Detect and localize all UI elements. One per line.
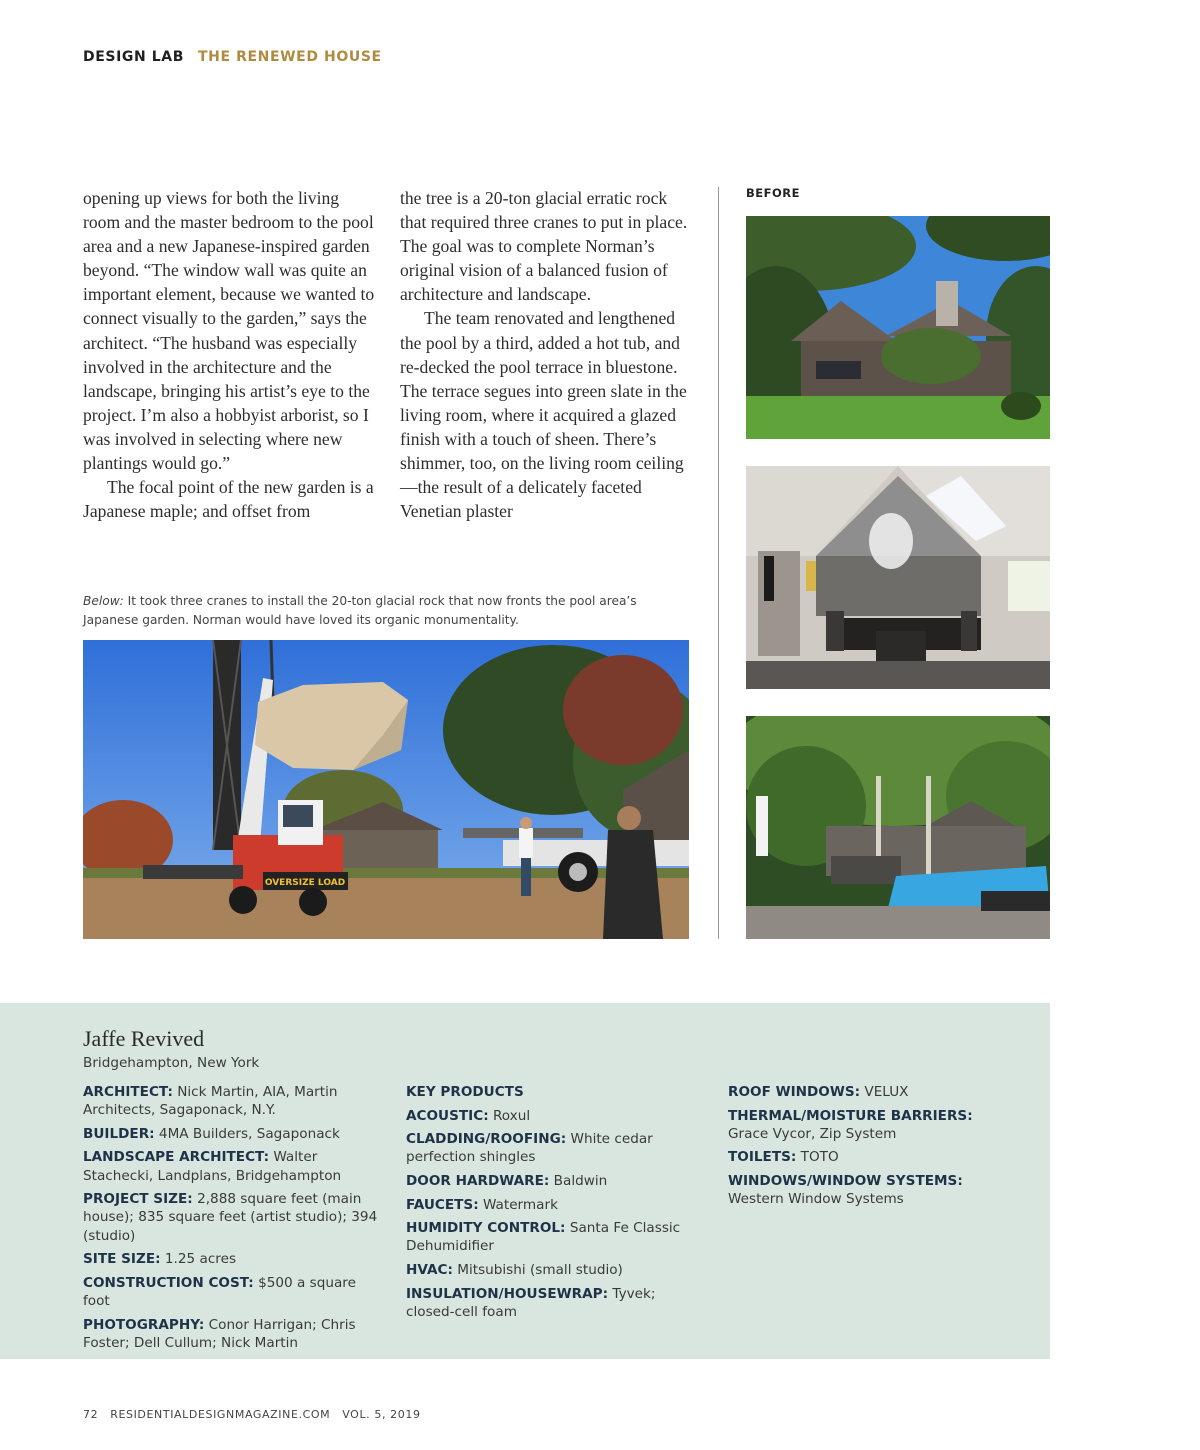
body-column-1 [83,186,375,523]
credit-label: PHOTOGRAPHY: [83,1316,205,1333]
product-entry [728,1083,1028,1101]
key-products-heading: KEY PRODUCTS [406,1084,524,1100]
product-entry [406,1261,701,1279]
product-value: White cedar perfection shingles [406,1131,653,1166]
product-label: THERMAL/MOISTURE BARRIERS: [728,1107,973,1124]
credit-entry [83,1148,383,1184]
section-title: DESIGN LAB [83,49,184,65]
project-credits-column [83,1083,383,1357]
caption-lead: Below: [83,594,124,608]
oversize-load-sign: OVERSIZE LOAD [264,878,346,888]
product-entry [406,1172,701,1190]
credit-value: Walter Stachecki, Landplans, Bridgehampton [83,1149,342,1184]
caption-text: It took three cranes to install the 20-ton glacial rock that now fronts the pool area’s Japanese garden. Norman would have loved its organic monumentality. [83,594,637,627]
key-products-column-continued [728,1083,1028,1214]
project-title: Jaffe Revived [83,1026,205,1051]
section-subtitle: THE RENEWED HOUSE [198,49,382,65]
product-entry [728,1107,1028,1143]
credit-label: BUILDER: [83,1125,155,1142]
credit-label: PROJECT SIZE: [83,1191,193,1208]
body-column-2 [400,186,692,523]
product-label: INSULATION/HOUSEWRAP: [406,1285,609,1302]
before-pool-photo [746,716,1050,939]
magazine-site: RESIDENTIALDESIGNMAGAZINE.COM [110,1408,331,1421]
body-paragraph: The team renovated and lengthened the pool by a third, added a hot tub, and re-decked the pool terrace in bluestone. The terrace segues into green slate in the living room, where it acquired a glazed finish with a touch of sheen. There’s shimmer, too, on the living room ceiling—the result of a delicately faceted Venetian plaster [400,308,687,522]
product-entry [406,1130,701,1166]
product-value: TOTO [796,1149,839,1166]
body-paragraph: the tree is a 20-ton glacial erratic rock that required three cranes to put in place. The goal was to complete Norman’s original vision of a balanced fusion of architecture and landscape. [400,188,688,305]
body-paragraph: The focal point of the new garden is a Japanese maple; and offset from [83,477,374,522]
product-entry [406,1107,701,1125]
credit-value: 4MA Builders, Sagaponack [154,1125,340,1142]
product-value: Roxul [488,1107,531,1124]
body-paragraph: opening up views for both the living room and the master bedroom to the pool area and a new Japanese-inspired garden beyond. “The window wall was quite an important element, because we wanted to connect visually to the garden,” says the architect. “The husband was especially involved in the architecture and the landscape, bringing his artist’s eye to the project. I’m also a hobbyist arborist, so I was involved in selecting where new plantings would go.” [83,188,375,474]
product-label: ACOUSTIC: [406,1107,489,1124]
credit-value: 1.25 acres [160,1251,237,1268]
credit-entry [83,1316,383,1352]
page-number: 72 [83,1408,99,1421]
product-value: Santa Fe Classic Dehumidifier [406,1220,681,1255]
before-label: BEFORE [746,186,800,200]
product-value: Watermark [478,1196,558,1213]
product-label: CLADDING/ROOFING: [406,1131,567,1148]
before-house-photo [746,216,1050,439]
product-value: Tyvek; closed-cell foam [406,1285,656,1320]
credit-entry [83,1083,383,1119]
product-entry [406,1219,701,1255]
product-label: HVAC: [406,1261,453,1278]
credit-entry [83,1250,383,1268]
issue-info: VOL. 5, 2019 [342,1408,421,1421]
credit-value: 2,888 square feet (main house); 835 square feet (artist studio); 394 (studio) [83,1191,378,1244]
product-label: DOOR HARDWARE: [406,1172,550,1189]
product-value: Western Window Systems [728,1191,904,1208]
product-value: Grace Vycor, Zip System [728,1125,897,1142]
credit-value: Conor Harrigan; Chris Foster; Dell Cullum; Nick Martin [83,1316,356,1351]
credit-entry [83,1125,383,1143]
project-location: Bridgehampton, New York [83,1055,260,1071]
product-label: WINDOWS/WINDOW SYSTEMS: [728,1172,963,1189]
credit-value: $500 a square foot [83,1274,356,1309]
crane-rock-photo [83,640,689,939]
credit-label: CONSTRUCTION COST: [83,1274,254,1291]
section-header [83,49,382,65]
before-dining-room-photo [746,466,1050,689]
product-entry [406,1285,701,1321]
credit-entry [83,1274,383,1310]
product-value: Baldwin [549,1172,608,1189]
credit-value: Nick Martin, AIA, Martin Architects, Sagaponack, N.Y. [83,1084,338,1119]
credit-label: SITE SIZE: [83,1251,161,1268]
page-footer [83,1408,433,1421]
credit-entry [83,1190,383,1245]
product-label: HUMIDITY CONTROL: [406,1220,566,1237]
product-label: FAUCETS: [406,1196,479,1213]
product-value: Mitsubishi (small studio) [452,1261,623,1278]
product-entry [406,1196,701,1214]
credit-label: LANDSCAPE ARCHITECT: [83,1149,270,1166]
product-entry [728,1172,1028,1208]
column-divider [718,187,719,939]
product-label: ROOF WINDOWS: [728,1084,861,1100]
photo-caption [83,592,689,630]
product-entry [728,1148,1028,1166]
key-products-column [406,1083,701,1326]
product-label: TOILETS: [728,1149,797,1166]
credit-label: ARCHITECT: [83,1084,173,1100]
product-value: VELUX [860,1084,909,1100]
